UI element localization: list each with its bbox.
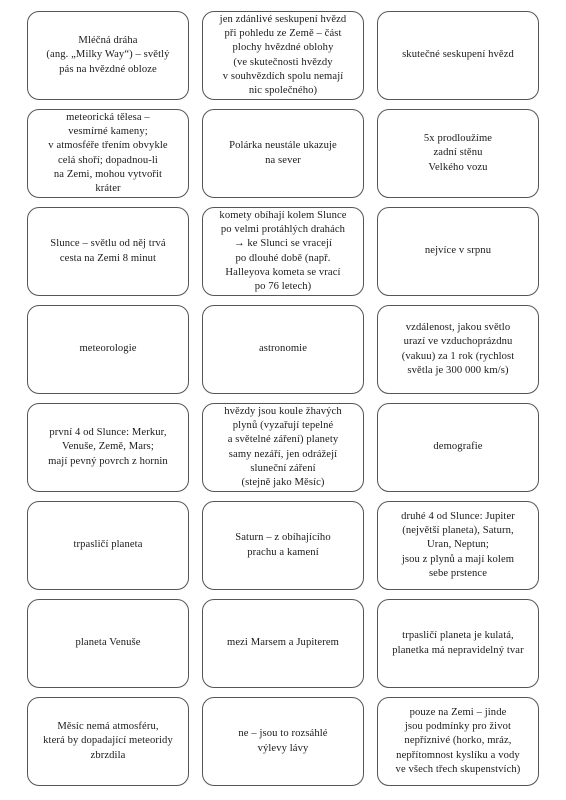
card-text: Měsíc nemá atmosféru, která by dopadající meteoridy zbrzdila — [43, 721, 173, 761]
card-23 — [202, 697, 364, 786]
card-text: komety obíhají kolem Slunce po velmi protáhlých drahách → ke Slunci se vracejí po dlouhé době (např. Halleyova kometa se vrací po 76 letech) — [219, 209, 347, 292]
card-7 — [27, 207, 189, 296]
card-text: první 4 od Slunce: Merkur, Venuše, Země, Mars; mají pevný povrch z hornin — [48, 427, 168, 467]
card-text: meteorická tělesa – vesmírné kameny; v atmosféře třením obvykle celá shoří; dopadnou-li na Zemi, mohou vytvořit kráter — [48, 111, 168, 194]
card-text: planeta Venuše — [75, 637, 141, 649]
card-text: meteorologie — [79, 343, 137, 355]
card-5 — [202, 109, 364, 198]
card-21 — [377, 599, 539, 688]
card-22 — [27, 697, 189, 786]
card-text: ne – jsou to rozsáhlé výlevy lávy — [238, 728, 328, 754]
card-text: skutečné seskupení hvězd — [402, 49, 514, 61]
card-text: pouze na Zemi – jinde jsou podmínky pro život nepříznivé (horko, mráz, nepřítomnost kyslíku a vody ve všech třech skupenstvích) — [395, 706, 521, 775]
card-text: Mléčná dráha (ang. „Milky Way“) – světlý pás na hvězdné obloze — [46, 35, 170, 75]
card-15 — [377, 403, 539, 492]
card-text: Polárka neustále ukazuje na sever — [229, 140, 337, 166]
card-14 — [202, 403, 364, 492]
card-text: Slunce – světlu od něj trvá cesta na Zemi 8 minut — [50, 238, 166, 264]
card-text: demografie — [433, 441, 483, 453]
card-text: vzdálenost, jakou světlo urazí ve vzduchoprázdnu (vakuu) za 1 rok (rychlost světla je 300 000 km/s) — [401, 322, 515, 376]
card-18 — [377, 501, 539, 590]
card-4 — [27, 109, 189, 198]
card-8 — [202, 207, 364, 296]
card-20 — [202, 599, 364, 688]
card-text: jen zdánlivé seskupení hvězd při pohledu ze Země – část plochy hvězdné oblohy (ve skutečnosti hvězdy v souhvězdích spolu nemají nic společného) — [219, 13, 347, 96]
card-3 — [377, 11, 539, 100]
card-10 — [27, 305, 189, 394]
card-24 — [377, 697, 539, 786]
card-text: Saturn – z obíhajícího prachu a kamení — [235, 532, 331, 558]
card-text: 5x prodloužíme zadní stěnu Velkého vozu — [423, 133, 493, 173]
card-16 — [27, 501, 189, 590]
card-17 — [202, 501, 364, 590]
card-grid — [27, 11, 540, 786]
card-text: nejvíce v srpnu — [424, 245, 492, 257]
card-text: trpasličí planeta — [73, 539, 143, 551]
card-text: trpasličí planeta je kulatá, planetka má nepravidelný tvar — [392, 630, 524, 656]
card-13 — [27, 403, 189, 492]
card-text: hvězdy jsou koule žhavých plynů (vyzařují tepelné a světelné záření) planety samy nezáří, jen odrážejí sluneční záření (stejně jako Měsíc) — [224, 405, 342, 488]
card-text: astronomie — [258, 343, 308, 355]
card-2 — [202, 11, 364, 100]
card-11 — [202, 305, 364, 394]
card-text: druhé 4 od Slunce: Jupiter (největší planeta), Saturn, Uran, Neptun; jsou z plynů a mají kolem sebe prstence — [401, 510, 515, 579]
card-12 — [377, 305, 539, 394]
card-1 — [27, 11, 189, 100]
card-6 — [377, 109, 539, 198]
card-text: mezi Marsem a Jupiterem — [226, 637, 340, 649]
card-19 — [27, 599, 189, 688]
card-9 — [377, 207, 539, 296]
